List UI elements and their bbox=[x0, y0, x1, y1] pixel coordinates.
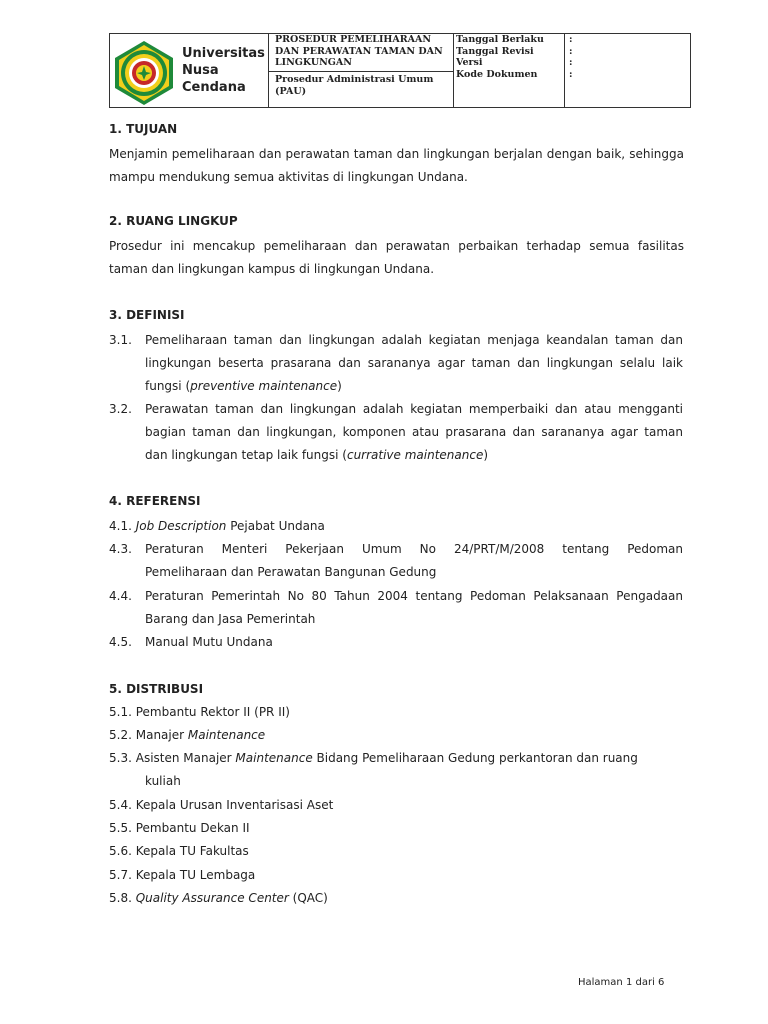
header-divider bbox=[453, 34, 454, 107]
list-number: 3.2. bbox=[109, 402, 132, 416]
list-number: 4.4. bbox=[109, 589, 132, 603]
distribution-text: Kepala Urusan Inventarisasi Aset bbox=[135, 798, 334, 812]
distribution-item bbox=[109, 864, 255, 887]
distribution-italic: Maintenance bbox=[187, 728, 266, 742]
header-divider bbox=[564, 34, 565, 107]
list-number: 5.3. bbox=[109, 751, 132, 765]
reference-italic: Job Description bbox=[135, 519, 227, 533]
section-heading-tujuan: 1. TUJUAN bbox=[109, 122, 178, 136]
list-number: 5.8. bbox=[109, 891, 132, 905]
meta-value: : bbox=[569, 68, 573, 80]
section-heading-ruang-lingkup: 2. RUANG LINGKUP bbox=[109, 214, 238, 228]
meta-label: Kode Dokumen bbox=[456, 68, 538, 80]
header-divider bbox=[268, 71, 453, 72]
section-heading-referensi: 4. REFERENSI bbox=[109, 494, 201, 508]
meta-value: : bbox=[569, 45, 573, 57]
university-name-line: Cendana bbox=[182, 80, 246, 95]
list-number: 5.1. bbox=[109, 705, 132, 719]
document-meta-values bbox=[569, 34, 573, 80]
definition-text: ) bbox=[337, 379, 342, 393]
distribution-text: Pembantu Rektor II (PR II) bbox=[135, 705, 290, 719]
procedure-subtitle bbox=[275, 74, 433, 97]
list-number: 4.3. bbox=[109, 542, 132, 556]
meta-value: : bbox=[569, 34, 573, 45]
procedure-subtitle-line: Prosedur Administrasi Umum bbox=[275, 74, 434, 85]
list-number: 5.4. bbox=[109, 798, 132, 812]
definition-term: preventive maintenance bbox=[190, 379, 338, 393]
page-number: Halaman 1 dari 6 bbox=[578, 977, 665, 988]
university-logo bbox=[110, 39, 178, 107]
university-name-line: Universitas bbox=[182, 46, 265, 61]
distribution-text: (QAC) bbox=[288, 891, 328, 905]
list-number: 5.6. bbox=[109, 844, 132, 858]
list-number: 5.5. bbox=[109, 821, 132, 835]
meta-label: Versi bbox=[456, 57, 483, 68]
definition-item bbox=[145, 398, 683, 467]
reference-text: Pejabat Undana bbox=[226, 519, 325, 533]
procedure-title-line: DAN PERAWATAN TAMAN DAN bbox=[275, 45, 443, 57]
distribution-item-continuation: kuliah bbox=[145, 774, 181, 788]
document-header-table bbox=[109, 33, 691, 108]
distribution-text: Asisten Manajer bbox=[135, 751, 236, 765]
definition-term: currative maintenance bbox=[346, 448, 484, 462]
meta-label: Tanggal Berlaku bbox=[456, 34, 544, 45]
distribution-text: Kepala TU Fakultas bbox=[135, 844, 249, 858]
meta-label: Tanggal Revisi bbox=[456, 45, 534, 57]
distribution-item bbox=[109, 840, 249, 863]
procedure-title-line: LINGKUNGAN bbox=[275, 57, 352, 68]
procedure-title-line: PROSEDUR PEMELIHARAAN bbox=[275, 34, 432, 45]
distribution-item bbox=[109, 724, 265, 747]
distribution-item bbox=[109, 887, 328, 910]
meta-value: : bbox=[569, 57, 573, 68]
list-number: 5.7. bbox=[109, 868, 132, 882]
list-number: 3.1. bbox=[109, 333, 132, 347]
distribution-text: Manajer bbox=[135, 728, 188, 742]
distribution-text: Bidang Pemeliharaan Gedung perkantoran dan ruang bbox=[312, 751, 638, 765]
procedure-title bbox=[275, 34, 443, 69]
reference-item-continuation: Barang dan Jasa Pemerintah bbox=[145, 612, 316, 626]
section-text-ruang-lingkup: Prosedur ini mencakup pemeliharaan dan perawatan perbaikan terhadap semua fasilitas taman dan lingkungan kampus di lingkungan Undana. bbox=[109, 239, 684, 276]
definition-text: ) bbox=[483, 448, 489, 462]
section-text-tujuan: Menjamin pemeliharaan dan perawatan taman dan lingkungan berjalan dengan baik, sehingga mampu mendukung semua aktivitas di lingkungan Undana. bbox=[109, 147, 684, 184]
distribution-item bbox=[109, 701, 290, 724]
reference-item bbox=[109, 515, 325, 538]
reference-item: Peraturan Menteri Pekerjaan Umum No 24/PRT/M/2008 tentang Pedoman bbox=[145, 542, 683, 556]
distribution-text: Pembantu Dekan II bbox=[135, 821, 250, 835]
university-name-line: Nusa bbox=[182, 63, 219, 78]
distribution-italic: Maintenance bbox=[235, 751, 313, 765]
list-number: 4.1. bbox=[109, 519, 132, 533]
procedure-subtitle-line: (PAU) bbox=[275, 85, 307, 97]
section-heading-definisi: 3. DEFINISI bbox=[109, 308, 185, 322]
definition-text: Perawatan taman dan lingkungan adalah kegiatan memperbaiki dan atau mengganti bagian taman dan lingkungan, komponen atau prasarana dan sarananya agar taman dan lingkungan tetap laik fungsi ( bbox=[145, 402, 683, 462]
reference-item: Manual Mutu Undana bbox=[145, 635, 273, 649]
distribution-item bbox=[109, 817, 250, 840]
distribution-item bbox=[109, 794, 333, 817]
distribution-item bbox=[109, 747, 638, 770]
document-meta-labels bbox=[456, 34, 544, 80]
distribution-text: Kepala TU Lembaga bbox=[135, 868, 256, 882]
section-heading-distribusi: 5. DISTRIBUSI bbox=[109, 682, 204, 696]
definition-text: Pemeliharaan taman dan lingkungan adalah kegiatan menjaga keandalan taman dan lingkungan beserta prasarana dan sarananya agar taman dan lingkungan selalu laik fungsi ( bbox=[145, 333, 683, 393]
reference-item-continuation: Pemeliharaan dan Perawatan Bangunan Gedung bbox=[145, 565, 437, 579]
list-number: 4.5. bbox=[109, 635, 132, 649]
university-name bbox=[182, 45, 268, 96]
definition-item bbox=[145, 329, 683, 398]
reference-item: Peraturan Pemerintah No 80 Tahun 2004 tentang Pedoman Pelaksanaan Pengadaan bbox=[145, 589, 683, 603]
distribution-italic: Quality Assurance Center bbox=[135, 891, 289, 905]
list-number: 5.2. bbox=[109, 728, 132, 742]
